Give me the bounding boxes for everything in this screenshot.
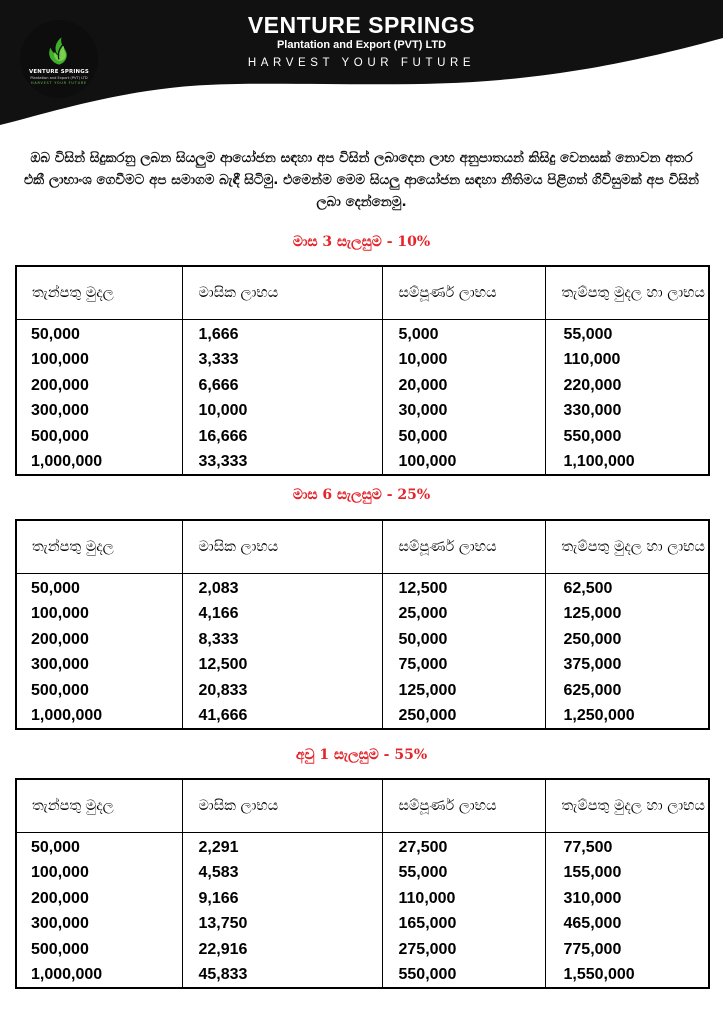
- table-cell: 50,000: [382, 627, 545, 652]
- table-cell: 12,500: [182, 652, 382, 677]
- table-cell: 500,000: [16, 937, 182, 962]
- table-cell: 125,000: [382, 678, 545, 703]
- table-cell: 100,000: [16, 347, 182, 372]
- logo-subtitle: Plantation and Export (PVT) LTD: [30, 75, 88, 80]
- column-header: තැන්පතු මුදල: [16, 520, 182, 574]
- table-row: [16, 398, 709, 423]
- table-cell: 8,333: [182, 627, 382, 652]
- table-cell: 12,500: [382, 574, 545, 602]
- table-cell: 550,000: [545, 424, 709, 449]
- column-header: සම්පූර්ණ ලාභය: [382, 779, 545, 833]
- table-row: [16, 627, 709, 652]
- table-row: [16, 833, 709, 861]
- table-cell: 100,000: [382, 449, 545, 475]
- column-header: සම්පූර්ණ ලාභය: [382, 520, 545, 574]
- table-cell: 2,083: [182, 574, 382, 602]
- table-row: [16, 449, 709, 475]
- table-cell: 3,333: [182, 347, 382, 372]
- table-cell: 41,666: [182, 703, 382, 729]
- table-header-row: [16, 779, 709, 833]
- table-row: [16, 652, 709, 677]
- table-cell: 465,000: [545, 911, 709, 936]
- table-cell: 775,000: [545, 937, 709, 962]
- table-cell: 330,000: [545, 398, 709, 423]
- column-header: තැම්පතු මුදල හා ලාභය: [545, 520, 709, 574]
- table-row: [16, 962, 709, 988]
- brand-subtitle: Plantation and Export (PVT) LTD: [276, 39, 447, 51]
- table-cell: 1,550,000: [545, 962, 709, 988]
- column-header: මාසික ලාභය: [182, 779, 382, 833]
- table-cell: 2,291: [182, 833, 382, 861]
- brand-tagline: HARVEST YOUR FUTURE: [247, 57, 476, 69]
- plan-table: [15, 265, 710, 476]
- plan-title: මාස 3 සැලසුම - 10%: [292, 234, 431, 250]
- table-cell: 110,000: [545, 347, 709, 372]
- plan-title: මාස 6 සැලසුම - 25%: [292, 487, 431, 503]
- table-row: [16, 911, 709, 936]
- table-cell: 50,000: [16, 574, 182, 602]
- table-cell: 22,916: [182, 937, 382, 962]
- table-cell: 13,750: [182, 911, 382, 936]
- logo-tagline: HARVEST YOUR FUTURE: [31, 80, 87, 85]
- table-cell: 9,166: [182, 886, 382, 911]
- table-row: [16, 678, 709, 703]
- table-cell: 155,000: [545, 860, 709, 885]
- table-cell: 500,000: [16, 424, 182, 449]
- column-header: තැම්පතු මුදල හා ලාභය: [545, 266, 709, 320]
- table-cell: 300,000: [16, 911, 182, 936]
- table-cell: 375,000: [545, 652, 709, 677]
- table-cell: 10,000: [382, 347, 545, 372]
- table-cell: 1,100,000: [545, 449, 709, 475]
- table-row: [16, 703, 709, 729]
- table-cell: 25,000: [382, 601, 545, 626]
- table-cell: 55,000: [382, 860, 545, 885]
- table-cell: 1,666: [182, 320, 382, 348]
- table-cell: 165,000: [382, 911, 545, 936]
- table-cell: 30,000: [382, 398, 545, 423]
- table-cell: 500,000: [16, 678, 182, 703]
- table-cell: 4,166: [182, 601, 382, 626]
- table-cell: 62,500: [545, 574, 709, 602]
- table-cell: 250,000: [545, 627, 709, 652]
- table-cell: 1,000,000: [16, 703, 182, 729]
- table-row: [16, 320, 709, 348]
- table-row: [16, 347, 709, 372]
- table-cell: 300,000: [16, 398, 182, 423]
- table-cell: 300,000: [16, 652, 182, 677]
- table-cell: 50,000: [382, 424, 545, 449]
- plan-table: [15, 519, 710, 730]
- table-cell: 77,500: [545, 833, 709, 861]
- column-header: මාසික ලාභය: [182, 520, 382, 574]
- table-cell: 4,583: [182, 860, 382, 885]
- plan-table: [15, 778, 710, 989]
- column-header: මාසික ලාභය: [182, 266, 382, 320]
- table-cell: 1,000,000: [16, 962, 182, 988]
- table-cell: 33,333: [182, 449, 382, 475]
- table-row: [16, 574, 709, 602]
- column-header: තැන්පතු මුදල: [16, 266, 182, 320]
- table-cell: 45,833: [182, 962, 382, 988]
- table-cell: 20,833: [182, 678, 382, 703]
- column-header: සම්පූර්ණ ලාභය: [382, 266, 545, 320]
- table-cell: 27,500: [382, 833, 545, 861]
- table-cell: 16,666: [182, 424, 382, 449]
- table-row: [16, 860, 709, 885]
- table-cell: 200,000: [16, 886, 182, 911]
- table-cell: 625,000: [545, 678, 709, 703]
- column-header: තැම්පතු මුදල හා ලාභය: [545, 779, 709, 833]
- table-cell: 55,000: [545, 320, 709, 348]
- table-cell: 100,000: [16, 860, 182, 885]
- table-row: [16, 937, 709, 962]
- table-cell: 200,000: [16, 627, 182, 652]
- table-cell: 10,000: [182, 398, 382, 423]
- table-cell: 310,000: [545, 886, 709, 911]
- logo-brand-name: VENTURE SPRINGS: [29, 68, 89, 75]
- table-row: [16, 424, 709, 449]
- table-cell: 6,666: [182, 373, 382, 398]
- table-cell: 275,000: [382, 937, 545, 962]
- table-cell: 250,000: [382, 703, 545, 729]
- intro-paragraph: ඔබ විසින් සිදුකරනු ලබන සියලුම ආයෝජන සඳහා අප විසින් ලබාදෙන ලාභ අනුපාතයන් කිසිදු වෙනසක් නොවන අතර එකී ලාභාංශ ගෙවීමට අප සමාගම බැඳී සිටිමු. එමෙන්ම මෙම සියලු ආයෝජන සඳහා නීතිමය පිළිගත් ගිවිසුමක් අප විසින් ලබා දෙන්නෙමු.: [24, 150, 699, 210]
- table-cell: 5,000: [382, 320, 545, 348]
- table-cell: 1,250,000: [545, 703, 709, 729]
- table-cell: 125,000: [545, 601, 709, 626]
- table-cell: 220,000: [545, 373, 709, 398]
- table-cell: 110,000: [382, 886, 545, 911]
- brand-name: VENTURE SPRINGS: [247, 12, 476, 38]
- table-row: [16, 886, 709, 911]
- table-header-row: [16, 266, 709, 320]
- table-cell: 100,000: [16, 601, 182, 626]
- table-cell: 20,000: [382, 373, 545, 398]
- column-header: තැන්පතු මුදල: [16, 779, 182, 833]
- table-cell: 550,000: [382, 962, 545, 988]
- table-cell: 1,000,000: [16, 449, 182, 475]
- table-row: [16, 373, 709, 398]
- table-row: [16, 601, 709, 626]
- table-cell: 200,000: [16, 373, 182, 398]
- table-header-row: [16, 520, 709, 574]
- plan-title: අවු 1 සැලසුම - 55%: [295, 747, 428, 763]
- table-cell: 50,000: [16, 833, 182, 861]
- table-cell: 50,000: [16, 320, 182, 348]
- table-cell: 75,000: [382, 652, 545, 677]
